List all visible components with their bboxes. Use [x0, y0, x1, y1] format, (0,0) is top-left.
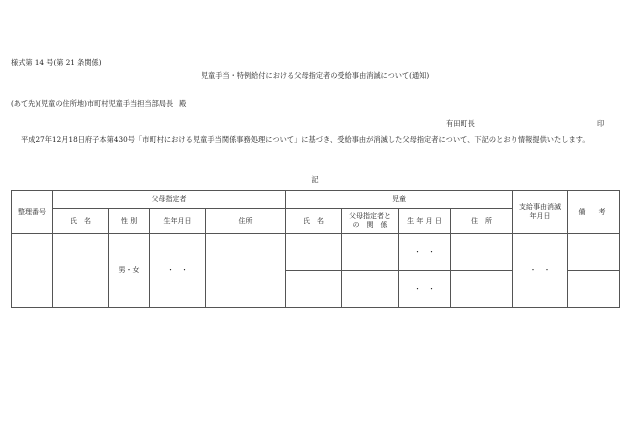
- col-serial-no: 整理番号: [12, 191, 53, 234]
- note-heading: 記: [311, 175, 319, 184]
- cell-parent-sex[interactable]: 男・女: [109, 234, 150, 308]
- col-remarks: 備 考: [568, 191, 620, 234]
- cell-child1-birth[interactable]: ・ ・: [399, 234, 451, 271]
- col-parent-birth: 生年月日: [150, 209, 206, 234]
- col-end-date: [513, 191, 568, 234]
- sender-mayor: 有田町長: [446, 119, 475, 128]
- cell-parent-name[interactable]: [53, 234, 109, 308]
- cell-child2-name[interactable]: [286, 271, 342, 308]
- col-parent-name: 氏 名: [53, 209, 109, 234]
- table-row: [12, 234, 620, 271]
- cell-child2-birth[interactable]: ・ ・: [399, 271, 451, 308]
- cell-parent-address[interactable]: [206, 234, 286, 308]
- cell-child2-address[interactable]: [451, 271, 513, 308]
- header-row-1: [12, 191, 620, 209]
- addressee-honorific: 殿: [179, 99, 187, 108]
- col-end-date-label: 支給事由消滅年月日: [519, 203, 561, 220]
- form-label: 様式第 14 号(第 21 条関係): [11, 58, 102, 67]
- addressee-line: [11, 100, 186, 107]
- col-parent-address: 住所: [206, 209, 286, 234]
- report-table: [11, 190, 620, 308]
- col-child-birth: 生 年 月 日: [399, 209, 451, 234]
- col-child-relation-label: 父母指定者との 関 係: [349, 212, 391, 229]
- cell-serial-no[interactable]: [12, 234, 53, 308]
- cell-end-date[interactable]: ・ ・: [513, 234, 568, 308]
- cell-remarks-1[interactable]: [568, 234, 620, 271]
- col-parent-sex: 性 別: [109, 209, 150, 234]
- cell-child1-address[interactable]: [451, 234, 513, 271]
- body-paragraph: 平成27年12月18日府子本第430号「市町村における児童手当関係事務処理について」に基づき、受給事由が消滅した父母指定者について、下記のとおり情報提供いたします。: [21, 135, 590, 144]
- col-group-child: 児童: [286, 191, 513, 209]
- cell-parent-birth[interactable]: ・ ・: [150, 234, 206, 308]
- document-title: 児童手当・特例給付における父母指定者の受給事由消滅について(通知): [200, 71, 430, 80]
- col-child-relation: [342, 209, 399, 234]
- cell-child1-relation[interactable]: [342, 234, 399, 271]
- seal-mark: 印: [597, 119, 605, 128]
- cell-child1-name[interactable]: [286, 234, 342, 271]
- col-group-parent: 父母指定者: [53, 191, 286, 209]
- cell-child2-relation[interactable]: [342, 271, 399, 308]
- col-child-name: 氏 名: [286, 209, 342, 234]
- cell-remarks-2[interactable]: [568, 271, 620, 308]
- col-child-address: 住 所: [451, 209, 513, 234]
- addressee-text: (あて先)(児童の住所地)市町村児童手当担当部局長: [11, 99, 174, 108]
